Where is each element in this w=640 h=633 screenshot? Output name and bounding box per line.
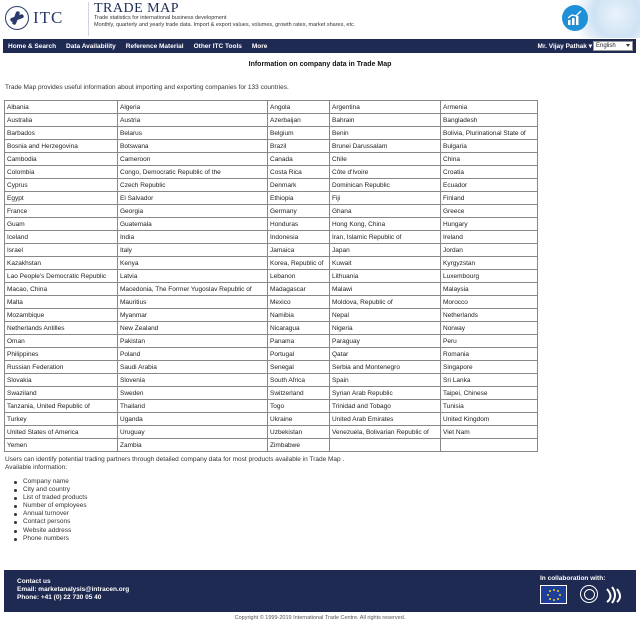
country-cell: Ukraine [268, 413, 330, 426]
country-cell: Kenya [118, 257, 268, 270]
country-cell: Guatemala [118, 218, 268, 231]
country-cell: Bolivia, Plurinational State of [441, 127, 538, 140]
country-cell: Austria [118, 114, 268, 127]
eu-flag-logo[interactable] [540, 585, 567, 604]
country-cell: Kuwait [330, 257, 441, 270]
country-cell: India [118, 231, 268, 244]
country-cell: Croatia [441, 166, 538, 179]
list-item: Contact persons [14, 518, 87, 526]
table-row [5, 426, 538, 439]
country-cell: Armenia [441, 101, 538, 114]
country-cell: Moldova, Republic of [330, 296, 441, 309]
list-item: Annual turnover [14, 510, 87, 518]
country-cell: Georgia [118, 205, 268, 218]
country-cell: Philippines [5, 348, 118, 361]
country-cell: Indonesia [268, 231, 330, 244]
country-cell: Uganda [118, 413, 268, 426]
country-cell: Jamaica [268, 244, 330, 257]
country-cell: Morocco [441, 296, 538, 309]
country-cell: Malawi [330, 283, 441, 296]
country-cell: Portugal [268, 348, 330, 361]
table-row [5, 205, 538, 218]
country-cell: Benin [330, 127, 441, 140]
country-cell: Mexico [268, 296, 330, 309]
country-cell: Oman [5, 335, 118, 348]
country-cell: France [5, 205, 118, 218]
site-title: TRADE MAP [94, 1, 180, 16]
country-cell: Tanzania, United Republic of [5, 400, 118, 413]
table-row [5, 400, 538, 413]
country-cell: Spain [330, 374, 441, 387]
country-cell: Egypt [5, 192, 118, 205]
table-row [5, 309, 538, 322]
table-row [5, 192, 538, 205]
country-cell: Switzerland [268, 387, 330, 400]
user-name: Mr. Vijay Pathak [537, 43, 587, 50]
contact-email[interactable]: Email: marketanalysis@intracen.org [17, 586, 130, 593]
country-cell [330, 439, 441, 452]
country-cell: Australia [5, 114, 118, 127]
table-row [5, 140, 538, 153]
country-cell: Ireland [441, 231, 538, 244]
table-row [5, 413, 538, 426]
table-row [5, 166, 538, 179]
country-cell: Belarus [118, 127, 268, 140]
country-cell: Cambodia [5, 153, 118, 166]
country-cell: Costa Rica [268, 166, 330, 179]
table-row [5, 335, 538, 348]
country-cell: Malaysia [441, 283, 538, 296]
country-cell: Ecuador [441, 179, 538, 192]
country-cell: Argentina [330, 101, 441, 114]
country-cell: Denmark [268, 179, 330, 192]
country-cell: Togo [268, 400, 330, 413]
available-info-label: Available information: [5, 464, 68, 471]
country-cell: Syrian Arab Republic [330, 387, 441, 400]
list-item: Number of employees [14, 502, 87, 510]
site-header [0, 0, 640, 38]
country-cell: Nicaragua [268, 322, 330, 335]
country-cell: Saudi Arabia [118, 361, 268, 374]
country-cell: Nepal [330, 309, 441, 322]
country-cell: Algeria [118, 101, 268, 114]
nav-more[interactable]: More [251, 42, 268, 50]
table-row [5, 231, 538, 244]
table-row [5, 153, 538, 166]
country-cell: United States of America [5, 426, 118, 439]
country-cell: Turkey [5, 413, 118, 426]
country-cell: Slovakia [5, 374, 118, 387]
country-cell: Serbia and Montenegro [330, 361, 441, 374]
country-cell: Brazil [268, 140, 330, 153]
country-cell: Belgium [268, 127, 330, 140]
country-cell: Bahrain [330, 114, 441, 127]
site-subtitle: Trade statistics for international business development [94, 15, 227, 21]
country-cell: Bulgaria [441, 140, 538, 153]
contact-title: Contact us [17, 578, 51, 585]
country-cell: Poland [118, 348, 268, 361]
country-cell: Lao People's Democratic Republic [5, 270, 118, 283]
country-cell: Azerbaijan [268, 114, 330, 127]
country-cell: Namibia [268, 309, 330, 322]
country-cell: Zimbabwe [268, 439, 330, 452]
country-cell: El Salvador [118, 192, 268, 205]
country-cell: Paraguay [330, 335, 441, 348]
country-cell: Latvia [118, 270, 268, 283]
table-row [5, 257, 538, 270]
country-cell: Iran, Islamic Republic of [330, 231, 441, 244]
table-row [5, 439, 538, 452]
country-cell: Uruguay [118, 426, 268, 439]
itc-logo[interactable] [5, 6, 85, 30]
country-cell: Yemen [5, 439, 118, 452]
country-cell: Mozambique [5, 309, 118, 322]
country-cell: Israel [5, 244, 118, 257]
nav-reference-material[interactable]: Reference Material [125, 42, 184, 50]
nav-home-search[interactable]: Home & Search [8, 42, 57, 50]
country-cell: Mauritius [118, 296, 268, 309]
country-cell: Guam [5, 218, 118, 231]
description-line: Users can identify potential trading partners through detailed company data for most products available in Trade Map . [5, 456, 345, 463]
list-item: Phone numbers [14, 535, 87, 543]
country-cell: Honduras [268, 218, 330, 231]
table-row [5, 296, 538, 309]
country-cell: Iceland [5, 231, 118, 244]
main-nav [3, 39, 636, 53]
country-cell: Panama [268, 335, 330, 348]
site-description: Monthly, quarterly and yearly trade data. Import & export values, volumes, growth rates, market shares, etc. [94, 22, 356, 28]
countries-table [4, 100, 538, 452]
table-row [5, 270, 538, 283]
nav-other-itc-tools[interactable]: Other ITC Tools [193, 42, 242, 50]
list-item: Website address [14, 527, 87, 535]
table-row [5, 218, 538, 231]
country-cell: Norway [441, 322, 538, 335]
table-row [5, 322, 538, 335]
country-cell [441, 439, 538, 452]
country-cell: Qatar [330, 348, 441, 361]
collaboration-label: In collaboration with: [540, 575, 606, 582]
company-data-description [5, 456, 344, 472]
country-cell: Uzbekistan [268, 426, 330, 439]
country-cell: Greece [441, 205, 538, 218]
country-cell: Netherlands Antilles [5, 322, 118, 335]
language-value: English [596, 43, 616, 49]
country-cell: Jordan [441, 244, 538, 257]
country-cell: Chile [330, 153, 441, 166]
chevron-down-icon [626, 44, 630, 47]
country-cell: Hungary [441, 218, 538, 231]
nav-data-availability[interactable]: Data Availability [66, 42, 116, 50]
country-cell: United Kingdom [441, 413, 538, 426]
country-cell: Barbados [5, 127, 118, 140]
country-cell: Cyprus [5, 179, 118, 192]
country-cell: Italy [118, 244, 268, 257]
country-cell: Congo, Democratic Republic of the [118, 166, 268, 179]
contact-block [17, 578, 129, 602]
country-cell: Luxembourg [441, 270, 538, 283]
list-item: List of traded products [14, 494, 87, 502]
language-select[interactable] [593, 41, 633, 51]
copyright-text: Copyright © 1999-2019 International Trade Centre. All rights reserved. [234, 615, 406, 621]
table-row [5, 374, 538, 387]
country-cell: New Zealand [118, 322, 268, 335]
country-cell: Viet Nam [441, 426, 538, 439]
table-row [5, 361, 538, 374]
country-cell: Russian Federation [5, 361, 118, 374]
country-cell: Canada [268, 153, 330, 166]
country-cell: Kazakhstan [5, 257, 118, 270]
table-row [5, 114, 538, 127]
country-cell: United Arab Emirates [330, 413, 441, 426]
country-cell: Lebanon [268, 270, 330, 283]
country-cell: Albania [5, 101, 118, 114]
country-cell: Venezuela, Bolivarian Republic of [330, 426, 441, 439]
country-cell: Sweden [118, 387, 268, 400]
country-cell: Ghana [330, 205, 441, 218]
page-title: Information on company data in Trade Map [248, 61, 392, 68]
itc-logo-icon [5, 6, 29, 30]
country-cell: Fiji [330, 192, 441, 205]
country-cell: Dominican Republic [330, 179, 441, 192]
country-cell: Germany [268, 205, 330, 218]
site-footer [4, 570, 636, 612]
country-cell: Tunisia [441, 400, 538, 413]
country-cell: Trinidad and Tobago [330, 400, 441, 413]
intro-text: Trade Map provides useful information about importing and exporting companies for 133 countries. [5, 84, 289, 91]
itc-logo-text: ITC [33, 8, 64, 27]
country-cell: Taipei, Chinese [441, 387, 538, 400]
country-cell: Botswana [118, 140, 268, 153]
un-logo[interactable] [580, 585, 598, 603]
list-item: Company name [14, 478, 87, 486]
table-row [5, 387, 538, 400]
table-row [5, 244, 538, 257]
country-cell: Romania [441, 348, 538, 361]
country-cell: Macedonia, The Former Yugoslav Republic of [118, 283, 268, 296]
country-cell: Brunei Darussalam [330, 140, 441, 153]
country-cell: Peru [441, 335, 538, 348]
country-cell: Cameroon [118, 153, 268, 166]
chart-badge-icon [562, 5, 588, 31]
country-cell: Sri Lanka [441, 374, 538, 387]
country-cell: Lithuania [330, 270, 441, 283]
country-cell: Pakistan [118, 335, 268, 348]
country-cell: Singapore [441, 361, 538, 374]
country-cell: Bosnia and Herzegovina [5, 140, 118, 153]
country-cell: Zambia [118, 439, 268, 452]
available-info-list [14, 478, 87, 543]
country-cell: Swaziland [5, 387, 118, 400]
country-cell: Côte d'Ivoire [330, 166, 441, 179]
country-cell: Ethiopia [268, 192, 330, 205]
table-row [5, 127, 538, 140]
country-cell: Netherlands [441, 309, 538, 322]
table-row [5, 283, 538, 296]
header-divider [88, 2, 89, 36]
user-menu[interactable] [538, 42, 592, 50]
table-row [5, 101, 538, 114]
country-cell: Colombia [5, 166, 118, 179]
country-cell: Malta [5, 296, 118, 309]
country-cell: China [441, 153, 538, 166]
country-cell: Angola [268, 101, 330, 114]
table-row [5, 348, 538, 361]
wto-logo[interactable] [604, 585, 624, 605]
country-cell: Czech Republic [118, 179, 268, 192]
country-cell: Madagascar [268, 283, 330, 296]
country-cell: Finland [441, 192, 538, 205]
country-cell: Bangladesh [441, 114, 538, 127]
country-cell: Macao, China [5, 283, 118, 296]
country-cell: Japan [330, 244, 441, 257]
country-cell: Nigeria [330, 322, 441, 335]
chevron-down-icon: ▾ [588, 43, 592, 50]
contact-phone: Phone: +41 (0) 22 730 05 40 [17, 594, 102, 601]
country-cell: Thailand [118, 400, 268, 413]
country-cell: South Africa [268, 374, 330, 387]
country-cell: Slovenia [118, 374, 268, 387]
table-row [5, 179, 538, 192]
country-cell: Senegal [268, 361, 330, 374]
list-item: City and country [14, 486, 87, 494]
country-cell: Kyrgyzstan [441, 257, 538, 270]
country-cell: Myanmar [118, 309, 268, 322]
country-cell: Korea, Republic of [268, 257, 330, 270]
country-cell: Hong Kong, China [330, 218, 441, 231]
